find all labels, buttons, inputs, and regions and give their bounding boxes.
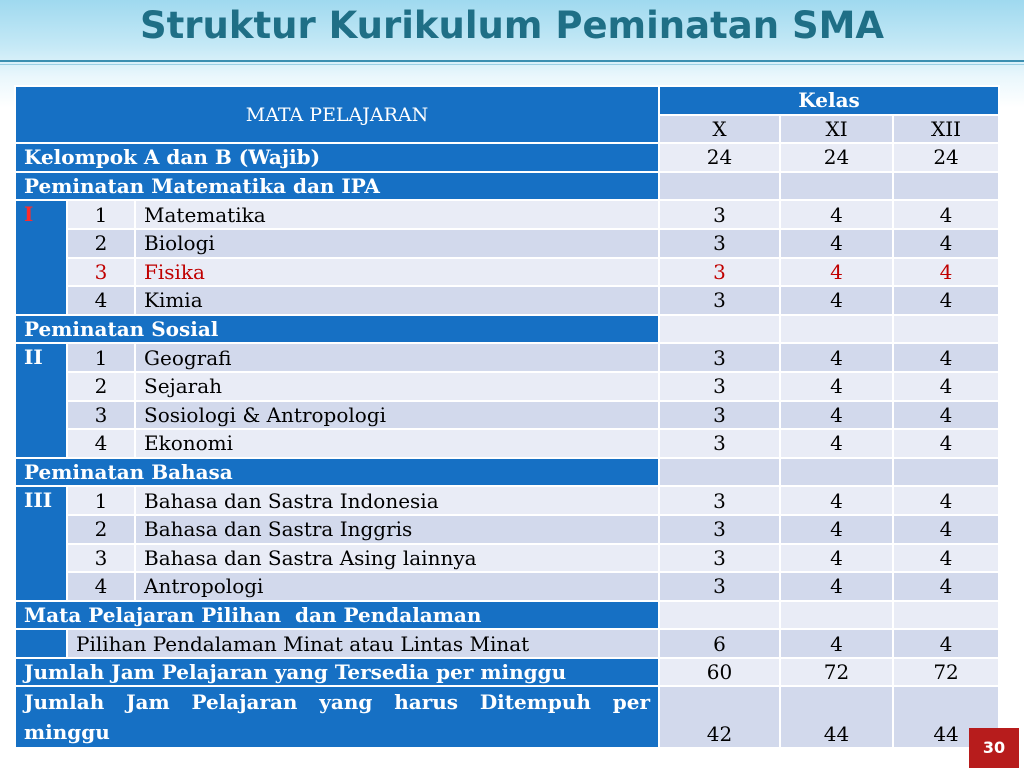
- title-rule: [0, 60, 1024, 62]
- row-number: 3: [67, 544, 135, 573]
- value-cell: 3: [659, 544, 780, 573]
- value-cell: 3: [659, 229, 780, 258]
- table-row: [15, 372, 999, 401]
- total-label: Jumlah Jam Pelajaran yang harus Ditempuh per minggu: [15, 686, 659, 748]
- header-row-1: [15, 86, 999, 115]
- grade-header: X: [659, 115, 780, 144]
- value-cell: 4: [893, 429, 999, 458]
- subject-name: Pilihan Pendalaman Minat atau Lintas Minat: [67, 629, 659, 658]
- empty-cell: [659, 458, 780, 487]
- group-title: Peminatan Sosial: [15, 315, 659, 344]
- value-cell: 4: [780, 544, 893, 573]
- page-number: 30: [969, 728, 1019, 768]
- subject-name: Bahasa dan Sastra Indonesia: [135, 486, 659, 515]
- value-cell: 42: [659, 686, 780, 748]
- table-row: [15, 572, 999, 601]
- value-cell: 3: [659, 286, 780, 315]
- value-cell: 24: [893, 143, 999, 172]
- value-cell: 4: [780, 572, 893, 601]
- header-subject: MATA PELAJARAN: [15, 86, 659, 143]
- curriculum-table: [14, 85, 1000, 749]
- value-cell: 3: [659, 258, 780, 287]
- value-cell: 3: [659, 572, 780, 601]
- group-title-row: [15, 172, 999, 201]
- total-label: Jumlah Jam Pelajaran yang Tersedia per minggu: [15, 658, 659, 687]
- row-number: 4: [67, 572, 135, 601]
- value-cell: 4: [780, 286, 893, 315]
- value-cell: 3: [659, 343, 780, 372]
- table-row: [15, 258, 999, 287]
- value-cell: 4: [893, 486, 999, 515]
- value-cell: 4: [893, 544, 999, 573]
- row-number: 1: [67, 343, 135, 372]
- wajib-row: [15, 143, 999, 172]
- empty-cell: [780, 458, 893, 487]
- value-cell: 3: [659, 429, 780, 458]
- page-title: Struktur Kurikulum Peminatan SMA: [139, 4, 885, 47]
- group-roman: III: [15, 486, 67, 600]
- group-title: Peminatan Matematika dan IPA: [15, 172, 659, 201]
- value-cell: 4: [893, 629, 999, 658]
- table-row: [15, 429, 999, 458]
- table-row: [15, 229, 999, 258]
- row-number: 2: [67, 372, 135, 401]
- grade-header: XI: [780, 115, 893, 144]
- group-roman: II: [15, 343, 67, 457]
- group-title: Mata Pelajaran Pilihan dan Pendalaman: [15, 601, 659, 630]
- table-row: [15, 629, 999, 658]
- value-cell: 4: [893, 572, 999, 601]
- value-cell: 72: [893, 658, 999, 687]
- value-cell: 4: [780, 372, 893, 401]
- table-row: [15, 343, 999, 372]
- total-row: [15, 658, 999, 687]
- value-cell: 4: [780, 401, 893, 430]
- subject-name: Bahasa dan Sastra Inggris: [135, 515, 659, 544]
- row-number: 3: [67, 401, 135, 430]
- table-row: [15, 486, 999, 515]
- subject-name: Geografi: [135, 343, 659, 372]
- header-kelas: Kelas: [659, 86, 999, 115]
- value-cell: 4: [780, 515, 893, 544]
- empty-cell: [893, 458, 999, 487]
- title-rule-thin: [0, 64, 1024, 65]
- table-row: [15, 401, 999, 430]
- value-cell: 44: [780, 686, 893, 748]
- value-cell: 4: [780, 486, 893, 515]
- subject-name: Sejarah: [135, 372, 659, 401]
- value-cell: 60: [659, 658, 780, 687]
- value-cell: 4: [893, 401, 999, 430]
- value-cell: 3: [659, 486, 780, 515]
- row-number: 2: [67, 515, 135, 544]
- value-cell: 4: [893, 229, 999, 258]
- empty-cell: [893, 315, 999, 344]
- row-number: 1: [67, 486, 135, 515]
- row-number: 1: [67, 200, 135, 229]
- table-row: [15, 200, 999, 229]
- grade-header: XII: [893, 115, 999, 144]
- value-cell: 24: [659, 143, 780, 172]
- table-row: [15, 286, 999, 315]
- value-cell: 4: [780, 343, 893, 372]
- subject-name: Bahasa dan Sastra Asing lainnya: [135, 544, 659, 573]
- value-cell: 24: [780, 143, 893, 172]
- empty-cell: [659, 601, 780, 630]
- group-title: Peminatan Bahasa: [15, 458, 659, 487]
- value-cell: 3: [659, 515, 780, 544]
- subject-name: Biologi: [135, 229, 659, 258]
- subject-name: Ekonomi: [135, 429, 659, 458]
- empty-cell: [659, 172, 780, 201]
- empty-cell: [893, 172, 999, 201]
- group-title-row: [15, 315, 999, 344]
- row-number: 4: [67, 286, 135, 315]
- value-cell: 4: [893, 200, 999, 229]
- value-cell: 3: [659, 372, 780, 401]
- subject-name: Antropologi: [135, 572, 659, 601]
- row-number: 4: [67, 429, 135, 458]
- value-cell: 4: [893, 515, 999, 544]
- wajib-label: Kelompok A dan B (Wajib): [15, 143, 659, 172]
- empty-cell: [15, 629, 67, 658]
- value-cell: 4: [893, 258, 999, 287]
- value-cell: 4: [780, 229, 893, 258]
- value-cell: 4: [893, 372, 999, 401]
- subject-name: Sosiologi & Antropologi: [135, 401, 659, 430]
- row-number: 3: [67, 258, 135, 287]
- value-cell: 6: [659, 629, 780, 658]
- row-number: 2: [67, 229, 135, 258]
- value-cell: 44: [893, 686, 999, 748]
- empty-cell: [780, 172, 893, 201]
- empty-cell: [780, 315, 893, 344]
- value-cell: 4: [893, 286, 999, 315]
- total-row: [15, 686, 999, 748]
- value-cell: 3: [659, 401, 780, 430]
- empty-cell: [893, 601, 999, 630]
- subject-name: Matematika: [135, 200, 659, 229]
- value-cell: 4: [780, 429, 893, 458]
- empty-cell: [780, 601, 893, 630]
- value-cell: 4: [780, 200, 893, 229]
- value-cell: 4: [780, 629, 893, 658]
- table-row: [15, 515, 999, 544]
- value-cell: 4: [780, 258, 893, 287]
- value-cell: 4: [893, 343, 999, 372]
- subject-name: Fisika: [135, 258, 659, 287]
- value-cell: 3: [659, 200, 780, 229]
- group-title-row: [15, 601, 999, 630]
- group-roman: I: [15, 200, 67, 314]
- table-row: [15, 544, 999, 573]
- value-cell: 72: [780, 658, 893, 687]
- subject-name: Kimia: [135, 286, 659, 315]
- empty-cell: [659, 315, 780, 344]
- group-title-row: [15, 458, 999, 487]
